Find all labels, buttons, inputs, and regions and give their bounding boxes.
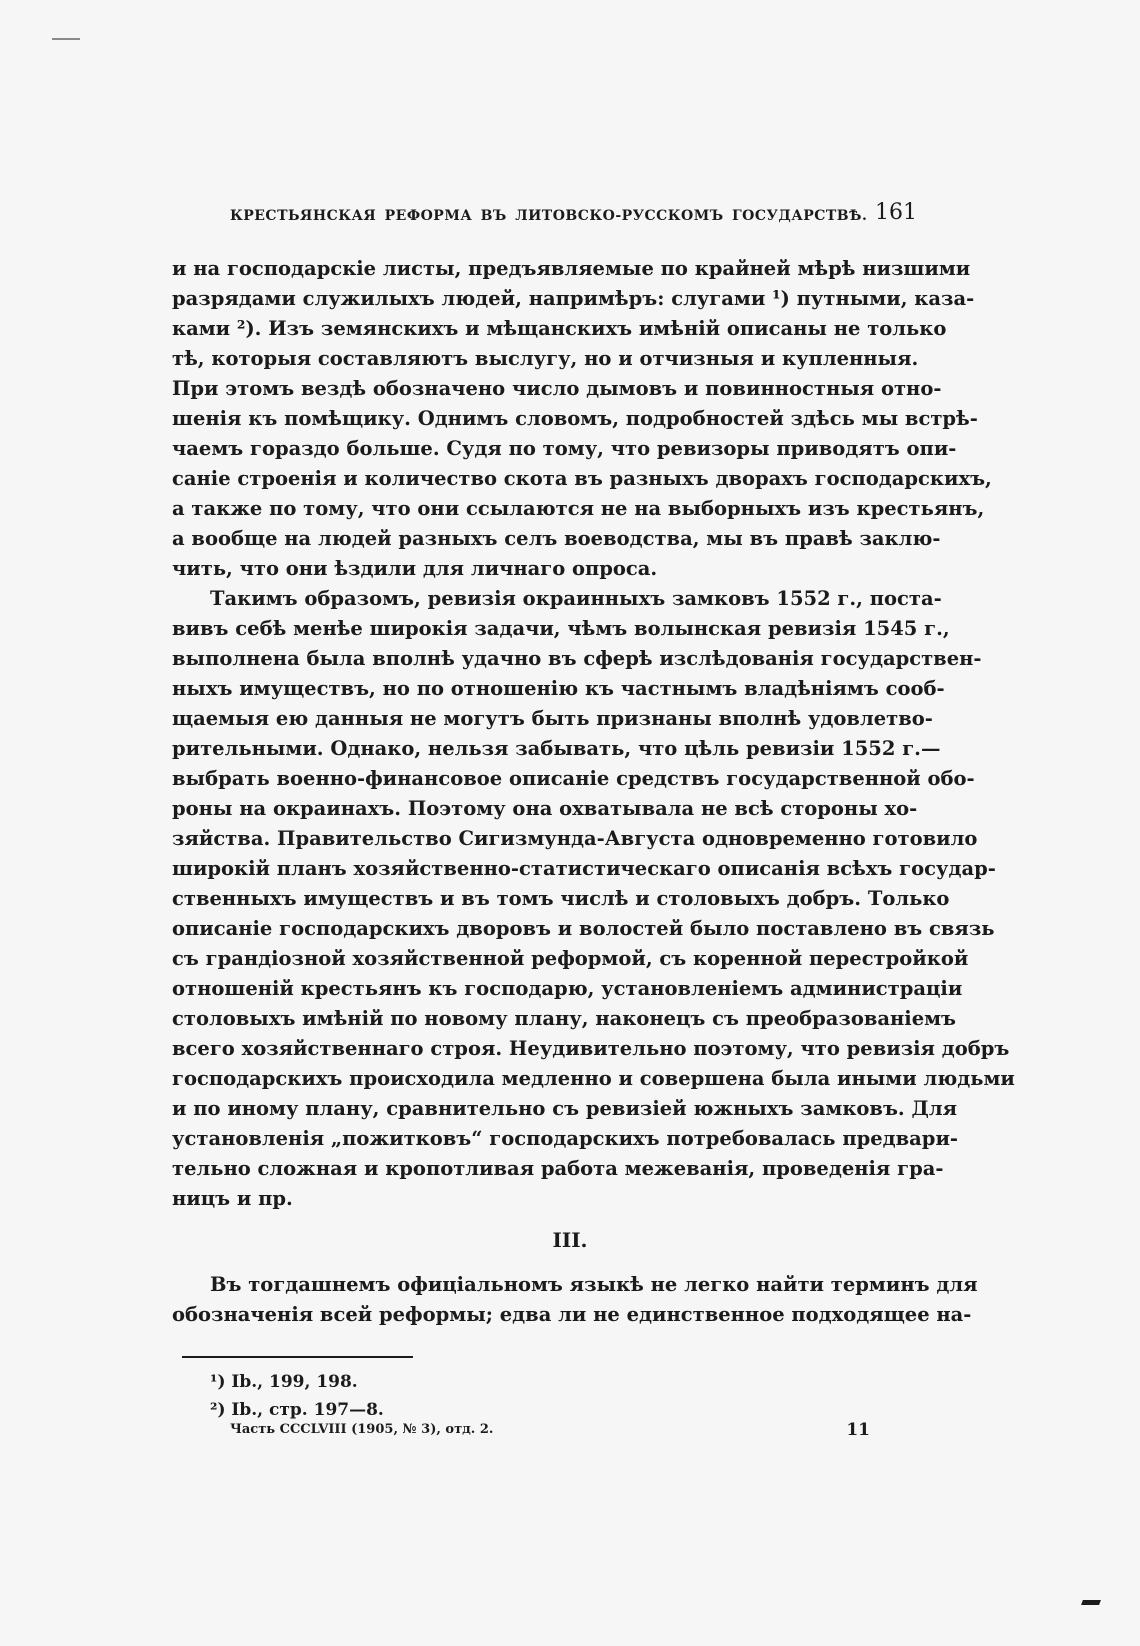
text-line: обозначенія всей реформы; едва ли не единственное подходящее на- bbox=[172, 1303, 972, 1326]
scan-artifact-line bbox=[52, 38, 80, 40]
text-line: вивъ себѣ менѣе широкія задачи, чѣмъ волынская ревизія 1545 г., bbox=[172, 617, 950, 640]
text-line: зяйства. Правительство Сигизмунда-Августа одновременно готовило bbox=[172, 827, 978, 850]
text-line: всего хозяйственнаго строя. Неудивительно поэтому, что ревизія добръ bbox=[172, 1037, 1010, 1060]
footnote: ²) Ib., стр. 197—8. bbox=[210, 1400, 384, 1420]
footnote-divider bbox=[182, 1356, 413, 1358]
text-line: выполнена была вполнѣ удачно въ сферѣ изслѣдованія государствен- bbox=[172, 647, 982, 670]
section-text bbox=[172, 1270, 978, 1330]
section-heading: III. bbox=[552, 1228, 588, 1252]
text-line: тельно сложная и кропотливая работа межеванія, проведенія гра- bbox=[172, 1157, 944, 1180]
page-header bbox=[172, 200, 917, 234]
footnotes bbox=[210, 1368, 710, 1424]
text-line: роны на окраинахъ. Поэтому она охватывала не всѣ стороны хо- bbox=[172, 797, 918, 820]
text-line: Въ тогдашнемъ офиціальномъ языкѣ не легко найти терминъ для bbox=[210, 1273, 978, 1296]
text-line: широкій планъ хозяйственно-статистическаго описанія всѣхъ государ- bbox=[172, 857, 996, 880]
text-line: разрядами служилыхъ людей, напримѣръ: слугами ¹) путными, каза- bbox=[172, 287, 975, 310]
page-number: 161 bbox=[875, 200, 917, 225]
text-line: саніе строенія и количество скота въ разныхъ дворахъ господарскихъ, bbox=[172, 467, 992, 490]
text-line: господарскихъ происходила медленно и совершена была иными людьми bbox=[172, 1067, 1015, 1090]
text-line: ственныхъ имуществъ и въ томъ числѣ и столовыхъ добръ. Только bbox=[172, 887, 950, 910]
text-line: Такимъ образомъ, ревизія окраинныхъ замковъ 1552 г., поста- bbox=[210, 587, 942, 610]
running-head: КРЕСТЬЯНСКАЯ РЕФОРМА ВЪ ЛИТОВСКО-РУССКОМЪ ГОСУДАРСТВѢ. bbox=[230, 208, 868, 224]
text-line: чаемъ гораздо больше. Судя по тому, что ревизоры приводятъ опи- bbox=[172, 437, 957, 460]
text-line: а вообще на людей разныхъ селъ воеводства, мы въ правѣ заклю- bbox=[172, 527, 941, 550]
text-line: ками ²). Изъ земянскихъ и мѣщанскихъ имѣній описаны не только bbox=[172, 317, 947, 340]
text-line: и по иному плану, сравнительно съ ревизіей южныхъ замковъ. Для bbox=[172, 1097, 957, 1120]
text-line: выбрать военно-финансовое описаніе средствъ государственной обо- bbox=[172, 767, 975, 790]
text-line: съ грандіозной хозяйственной реформой, съ коренной перестройкой bbox=[172, 947, 969, 970]
text-line: описаніе господарскихъ дворовъ и волостей было поставлено въ связь bbox=[172, 917, 995, 940]
text-line: чить, что они ѣздили для личнаго опроса. bbox=[172, 557, 658, 580]
text-line: рительными. Однако, нельзя забывать, что цѣль ревизіи 1552 г.— bbox=[172, 737, 941, 760]
printer-signature: Часть CCCLVIII (1905, № 3), отд. 2. bbox=[230, 1422, 494, 1437]
footnote: ¹) Ib., 199, 198. bbox=[210, 1372, 358, 1392]
text-line: При этомъ вездѣ обозначено число дымовъ и повинностныя отно- bbox=[172, 377, 942, 400]
page-footer bbox=[230, 1422, 870, 1450]
text-line: тѣ, которыя составляютъ выслугу, но и отчизныя и купленныя. bbox=[172, 347, 919, 370]
scan-artifact-mark bbox=[1081, 1600, 1101, 1605]
text-line: ныхъ имуществъ, но по отношенію къ частнымъ владѣніямъ сооб- bbox=[172, 677, 945, 700]
text-line: установленія „пожитковъ“ господарскихъ потребовалась предвари- bbox=[172, 1127, 958, 1150]
text-line: отношеній крестьянъ къ господарю, установленіемъ администраціи bbox=[172, 977, 963, 1000]
text-line: щаемыя ею данныя не могутъ быть признаны вполнѣ удовлетво- bbox=[172, 707, 933, 730]
text-line: ницъ и пр. bbox=[172, 1187, 293, 1210]
text-line: шенія къ помѣщику. Однимъ словомъ, подробностей здѣсь мы встрѣ- bbox=[172, 407, 978, 430]
text-line: и на господарскіе листы, предъявляемые по крайней мѣрѣ низшими bbox=[172, 257, 971, 280]
text-line: столовыхъ имѣній по новому плану, наконецъ съ преобразованіемъ bbox=[172, 1007, 956, 1030]
sheet-number: 11 bbox=[846, 1420, 870, 1440]
text-line: а также по тому, что они ссылаются не на выборныхъ изъ крестьянъ, bbox=[172, 497, 985, 520]
main-text bbox=[172, 254, 1015, 1214]
